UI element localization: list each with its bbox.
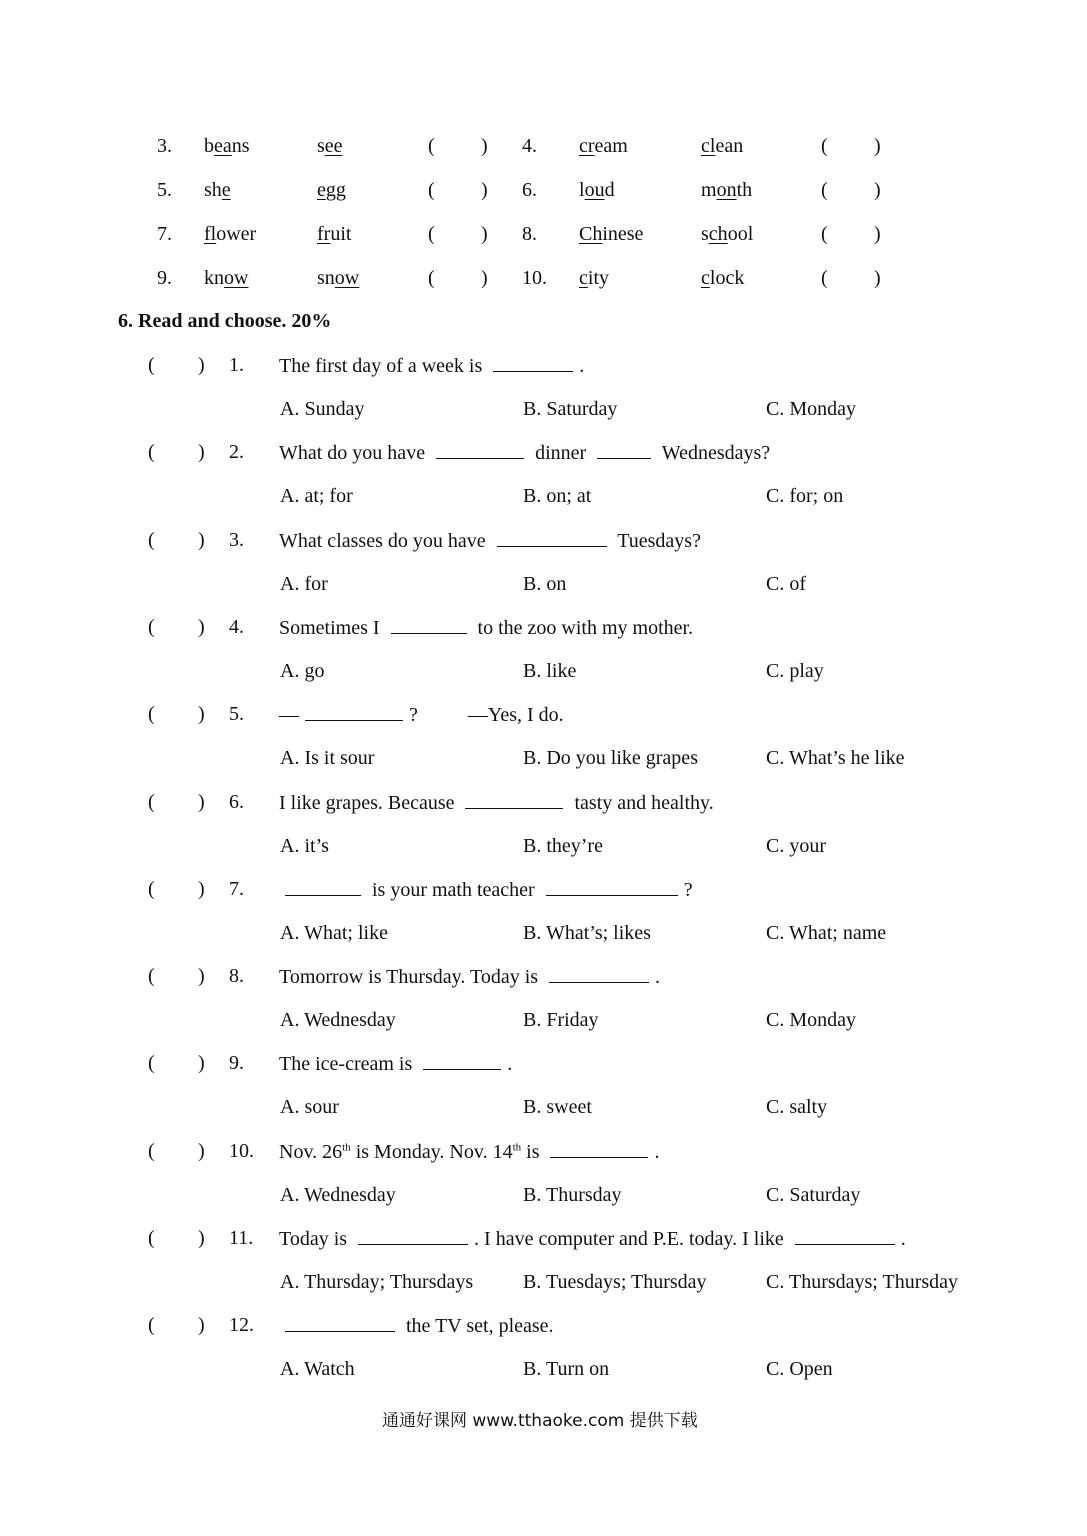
option-a: A. go bbox=[280, 660, 325, 682]
section-title: 6. Read and choose. 20% bbox=[118, 310, 332, 332]
blank-line[interactable] bbox=[423, 1051, 501, 1070]
answer-paren-close: ) bbox=[198, 791, 205, 813]
question-text bbox=[279, 528, 701, 553]
word-suffix: gg bbox=[325, 179, 346, 201]
blank-line[interactable] bbox=[305, 702, 403, 721]
question-text-segment: dinner bbox=[530, 442, 592, 464]
question-number: 11. bbox=[229, 1227, 254, 1249]
question-text-segment: What do you have bbox=[279, 442, 431, 464]
question-number: 10. bbox=[229, 1140, 254, 1162]
question-text-segment: to the zoo with my mother. bbox=[472, 617, 694, 639]
word-underlined-letters: ou bbox=[584, 179, 605, 201]
question-text bbox=[279, 1051, 512, 1076]
word-underlined-letters: Ch bbox=[579, 223, 603, 245]
footer-text: 通通好课网 www.tthaoke.com 提供下载 bbox=[382, 1411, 698, 1431]
answer-paren-close: ) bbox=[198, 1052, 205, 1074]
blank-line[interactable] bbox=[436, 440, 524, 459]
answer-paren-open: ( bbox=[821, 267, 828, 289]
word-suffix: ool bbox=[727, 223, 754, 245]
question-text-segment: . bbox=[579, 355, 585, 377]
option-a: A. sour bbox=[280, 1096, 339, 1118]
word-1 bbox=[204, 266, 248, 290]
blank-line[interactable] bbox=[497, 528, 607, 547]
word-suffix: eam bbox=[594, 135, 628, 157]
question-text-segment: is your math teacher bbox=[367, 879, 540, 901]
blank-line[interactable] bbox=[546, 877, 678, 896]
word-1 bbox=[204, 178, 231, 202]
word-suffix: th bbox=[736, 179, 753, 201]
word-underlined-letters: e bbox=[317, 179, 326, 201]
question-text bbox=[279, 790, 714, 815]
question-text-segment: —Yes, I do. bbox=[417, 704, 564, 726]
word-underlined-letters: fr bbox=[317, 223, 331, 245]
word-underlined-letters: ee bbox=[324, 135, 343, 157]
answer-paren-close: ) bbox=[198, 441, 205, 463]
word-underlined-letters: cr bbox=[579, 135, 595, 157]
answer-paren-open: ( bbox=[148, 1140, 155, 1162]
question-text-segment: The ice-cream is bbox=[279, 1053, 418, 1075]
question-number: 8. bbox=[229, 965, 244, 987]
word-underlined-letters: e bbox=[221, 179, 231, 201]
question-text bbox=[279, 1226, 906, 1251]
question-text-segment: I like grapes. Because bbox=[279, 792, 460, 814]
question-text bbox=[279, 1313, 554, 1338]
option-c: C. Saturday bbox=[766, 1184, 861, 1206]
word-underlined-letters: on bbox=[716, 179, 737, 201]
option-c: C. salty bbox=[766, 1096, 828, 1118]
option-a: A. Wednesday bbox=[280, 1184, 396, 1206]
option-b: B. they’re bbox=[523, 835, 603, 857]
option-b: B. Do you like grapes bbox=[523, 747, 698, 769]
question-text bbox=[279, 702, 564, 727]
option-c: C. Open bbox=[766, 1358, 833, 1380]
question-text-segment: Today is bbox=[279, 1228, 353, 1250]
word-3 bbox=[579, 134, 628, 158]
option-b: B. Turn on bbox=[523, 1358, 610, 1380]
word-3 bbox=[579, 178, 615, 202]
option-a: A. for bbox=[280, 573, 328, 595]
blank-line[interactable] bbox=[597, 440, 651, 459]
word-prefix: sn bbox=[317, 267, 335, 289]
option-b: B. sweet bbox=[523, 1096, 592, 1118]
question-text bbox=[279, 877, 693, 902]
word-prefix: kn bbox=[204, 267, 224, 289]
word-2 bbox=[317, 178, 346, 202]
blank-line[interactable] bbox=[795, 1226, 895, 1245]
question-number: 4. bbox=[229, 616, 244, 638]
question-number: 5. bbox=[229, 703, 244, 725]
answer-paren-close: ) bbox=[198, 878, 205, 900]
item-number: 6. bbox=[522, 179, 537, 201]
answer-paren-close: ) bbox=[874, 223, 881, 245]
option-c: C. for; on bbox=[766, 485, 844, 507]
question-text-segment: Tomorrow is Thursday. Today is bbox=[279, 966, 544, 988]
item-number: 4. bbox=[522, 135, 537, 157]
word-suffix: ower bbox=[216, 223, 257, 245]
answer-paren-close: ) bbox=[481, 135, 488, 157]
answer-paren-open: ( bbox=[148, 1314, 155, 1336]
answer-paren-close: ) bbox=[198, 965, 205, 987]
word-underlined-letters: fl bbox=[204, 223, 217, 245]
question-text-segment: Nov. 26 bbox=[279, 1141, 343, 1163]
item-number: 7. bbox=[157, 223, 172, 245]
blank-line[interactable] bbox=[358, 1226, 468, 1245]
question-text-segment: Tuesdays? bbox=[612, 530, 701, 552]
question-text-segment: . I have computer and P.E. today. I like bbox=[474, 1228, 789, 1250]
word-underlined-letters: ea bbox=[214, 135, 232, 157]
answer-paren-open: ( bbox=[821, 223, 828, 245]
item-number: 3. bbox=[157, 135, 172, 157]
word-prefix: s bbox=[701, 223, 709, 245]
answer-paren-close: ) bbox=[874, 267, 881, 289]
blank-line[interactable] bbox=[391, 615, 467, 634]
word-prefix: b bbox=[204, 135, 214, 157]
option-a: A. Is it sour bbox=[280, 747, 375, 769]
word-1 bbox=[204, 134, 250, 158]
blank-line[interactable] bbox=[493, 353, 573, 372]
word-underlined-letters: c bbox=[701, 267, 710, 289]
word-suffix: inese bbox=[602, 223, 644, 245]
answer-paren-open: ( bbox=[148, 791, 155, 813]
answer-paren-close: ) bbox=[481, 223, 488, 245]
answer-paren-close: ) bbox=[481, 179, 488, 201]
option-a: A. at; for bbox=[280, 485, 353, 507]
question-text-segment: is bbox=[521, 1141, 545, 1163]
answer-paren-open: ( bbox=[148, 703, 155, 725]
option-a: A. Sunday bbox=[280, 398, 365, 420]
word-suffix: d bbox=[604, 179, 615, 201]
answer-paren-close: ) bbox=[874, 179, 881, 201]
question-text bbox=[279, 615, 693, 640]
question-number: 12. bbox=[229, 1314, 254, 1336]
superscript: th bbox=[512, 1141, 522, 1154]
question-text-segment: — bbox=[279, 704, 299, 726]
question-number: 9. bbox=[229, 1052, 244, 1074]
word-2 bbox=[317, 134, 343, 158]
answer-paren-open: ( bbox=[428, 179, 435, 201]
question-text-segment: The first day of a week is bbox=[279, 355, 488, 377]
blank-line[interactable] bbox=[465, 790, 563, 809]
answer-paren-open: ( bbox=[148, 1227, 155, 1249]
option-b: B. on bbox=[523, 573, 567, 595]
word-4 bbox=[701, 266, 744, 290]
word-prefix: s bbox=[317, 135, 325, 157]
word-suffix: uit bbox=[330, 223, 352, 245]
item-number: 8. bbox=[522, 223, 537, 245]
option-a: A. Watch bbox=[280, 1358, 355, 1380]
question-text-segment: . bbox=[507, 1053, 513, 1075]
question-text-segment: ? bbox=[409, 704, 418, 726]
question-text-segment: ? bbox=[683, 879, 693, 901]
option-b: B. Saturday bbox=[523, 398, 618, 420]
question-text bbox=[279, 353, 584, 378]
word-prefix: m bbox=[701, 179, 717, 201]
question-text bbox=[279, 440, 770, 465]
answer-paren-open: ( bbox=[148, 1052, 155, 1074]
question-text-segment: What classes do you have bbox=[279, 530, 491, 552]
answer-paren-close: ) bbox=[481, 267, 488, 289]
answer-paren-open: ( bbox=[148, 616, 155, 638]
option-a: A. What; like bbox=[280, 922, 388, 944]
answer-paren-open: ( bbox=[821, 135, 828, 157]
question-text bbox=[279, 964, 660, 989]
item-number: 10. bbox=[522, 267, 547, 289]
word-underlined-letters: c bbox=[579, 267, 588, 289]
option-c: C. What’s he like bbox=[766, 747, 905, 769]
superscript: th bbox=[342, 1141, 351, 1154]
question-number: 6. bbox=[229, 791, 244, 813]
question-number: 1. bbox=[229, 354, 244, 376]
word-suffix: ean bbox=[715, 135, 744, 157]
word-3 bbox=[579, 266, 609, 290]
word-underlined-letters: ow bbox=[334, 267, 360, 289]
word-suffix: ity bbox=[587, 267, 610, 289]
word-4 bbox=[701, 178, 752, 202]
option-b: B. like bbox=[523, 660, 577, 682]
answer-paren-open: ( bbox=[148, 354, 155, 376]
question-text-segment: . bbox=[655, 966, 661, 988]
question-text bbox=[279, 1139, 659, 1164]
answer-paren-close: ) bbox=[874, 135, 881, 157]
question-number: 3. bbox=[229, 529, 244, 551]
option-c: C. your bbox=[766, 835, 826, 857]
answer-paren-open: ( bbox=[821, 179, 828, 201]
option-a: A. it’s bbox=[280, 835, 329, 857]
item-number: 9. bbox=[157, 267, 172, 289]
answer-paren-close: ) bbox=[198, 1314, 205, 1336]
blank-line[interactable] bbox=[549, 964, 649, 983]
blank-line[interactable] bbox=[285, 877, 361, 896]
question-text-segment: . bbox=[654, 1141, 660, 1163]
word-prefix: l bbox=[579, 179, 585, 201]
option-c: C. play bbox=[766, 660, 824, 682]
option-c: C. Monday bbox=[766, 1009, 856, 1031]
answer-paren-open: ( bbox=[148, 441, 155, 463]
word-2 bbox=[317, 222, 351, 246]
option-b: B. Friday bbox=[523, 1009, 599, 1031]
option-c: C. Thursdays; Thursday bbox=[766, 1271, 959, 1293]
blank-line[interactable] bbox=[285, 1313, 395, 1332]
option-c: C. of bbox=[766, 573, 806, 595]
option-a: A. Wednesday bbox=[280, 1009, 396, 1031]
word-suffix: lock bbox=[709, 267, 745, 289]
question-text-segment: . bbox=[900, 1228, 906, 1250]
option-b: B. What’s; likes bbox=[523, 922, 651, 944]
answer-paren-open: ( bbox=[148, 529, 155, 551]
answer-paren-open: ( bbox=[428, 223, 435, 245]
option-c: C. What; name bbox=[766, 922, 887, 944]
word-4 bbox=[701, 134, 743, 158]
question-text-segment: tasty and healthy. bbox=[569, 792, 714, 814]
word-prefix: sh bbox=[204, 179, 222, 201]
option-b: B. Thursday bbox=[523, 1184, 622, 1206]
blank-line[interactable] bbox=[550, 1139, 648, 1158]
option-b: B. Tuesdays; Thursday bbox=[523, 1271, 707, 1293]
word-suffix: ns bbox=[231, 135, 250, 157]
question-text-segment: the TV set, please. bbox=[401, 1315, 554, 1337]
answer-paren-open: ( bbox=[428, 135, 435, 157]
answer-paren-open: ( bbox=[428, 267, 435, 289]
answer-paren-open: ( bbox=[148, 878, 155, 900]
answer-paren-close: ) bbox=[198, 616, 205, 638]
word-2 bbox=[317, 266, 359, 290]
answer-paren-close: ) bbox=[198, 529, 205, 551]
option-a: A. Thursday; Thursdays bbox=[280, 1271, 474, 1293]
word-underlined-letters: ow bbox=[224, 267, 249, 289]
word-underlined-letters: ch bbox=[708, 223, 728, 245]
question-number: 2. bbox=[229, 441, 244, 463]
answer-paren-close: ) bbox=[198, 1140, 205, 1162]
answer-paren-close: ) bbox=[198, 703, 205, 725]
answer-paren-close: ) bbox=[198, 1227, 205, 1249]
word-1 bbox=[204, 222, 256, 246]
word-3 bbox=[579, 222, 643, 246]
answer-paren-open: ( bbox=[148, 965, 155, 987]
word-underlined-letters: cl bbox=[701, 135, 716, 157]
question-text-segment: is Monday. Nov. 14 bbox=[350, 1141, 513, 1163]
item-number: 5. bbox=[157, 179, 172, 201]
question-text-segment: Sometimes I bbox=[279, 617, 385, 639]
question-number: 7. bbox=[229, 878, 244, 900]
option-c: C. Monday bbox=[766, 398, 856, 420]
question-text-segment: Wednesdays? bbox=[657, 442, 771, 464]
word-4 bbox=[701, 222, 753, 246]
option-b: B. on; at bbox=[523, 485, 592, 507]
answer-paren-close: ) bbox=[198, 354, 205, 376]
